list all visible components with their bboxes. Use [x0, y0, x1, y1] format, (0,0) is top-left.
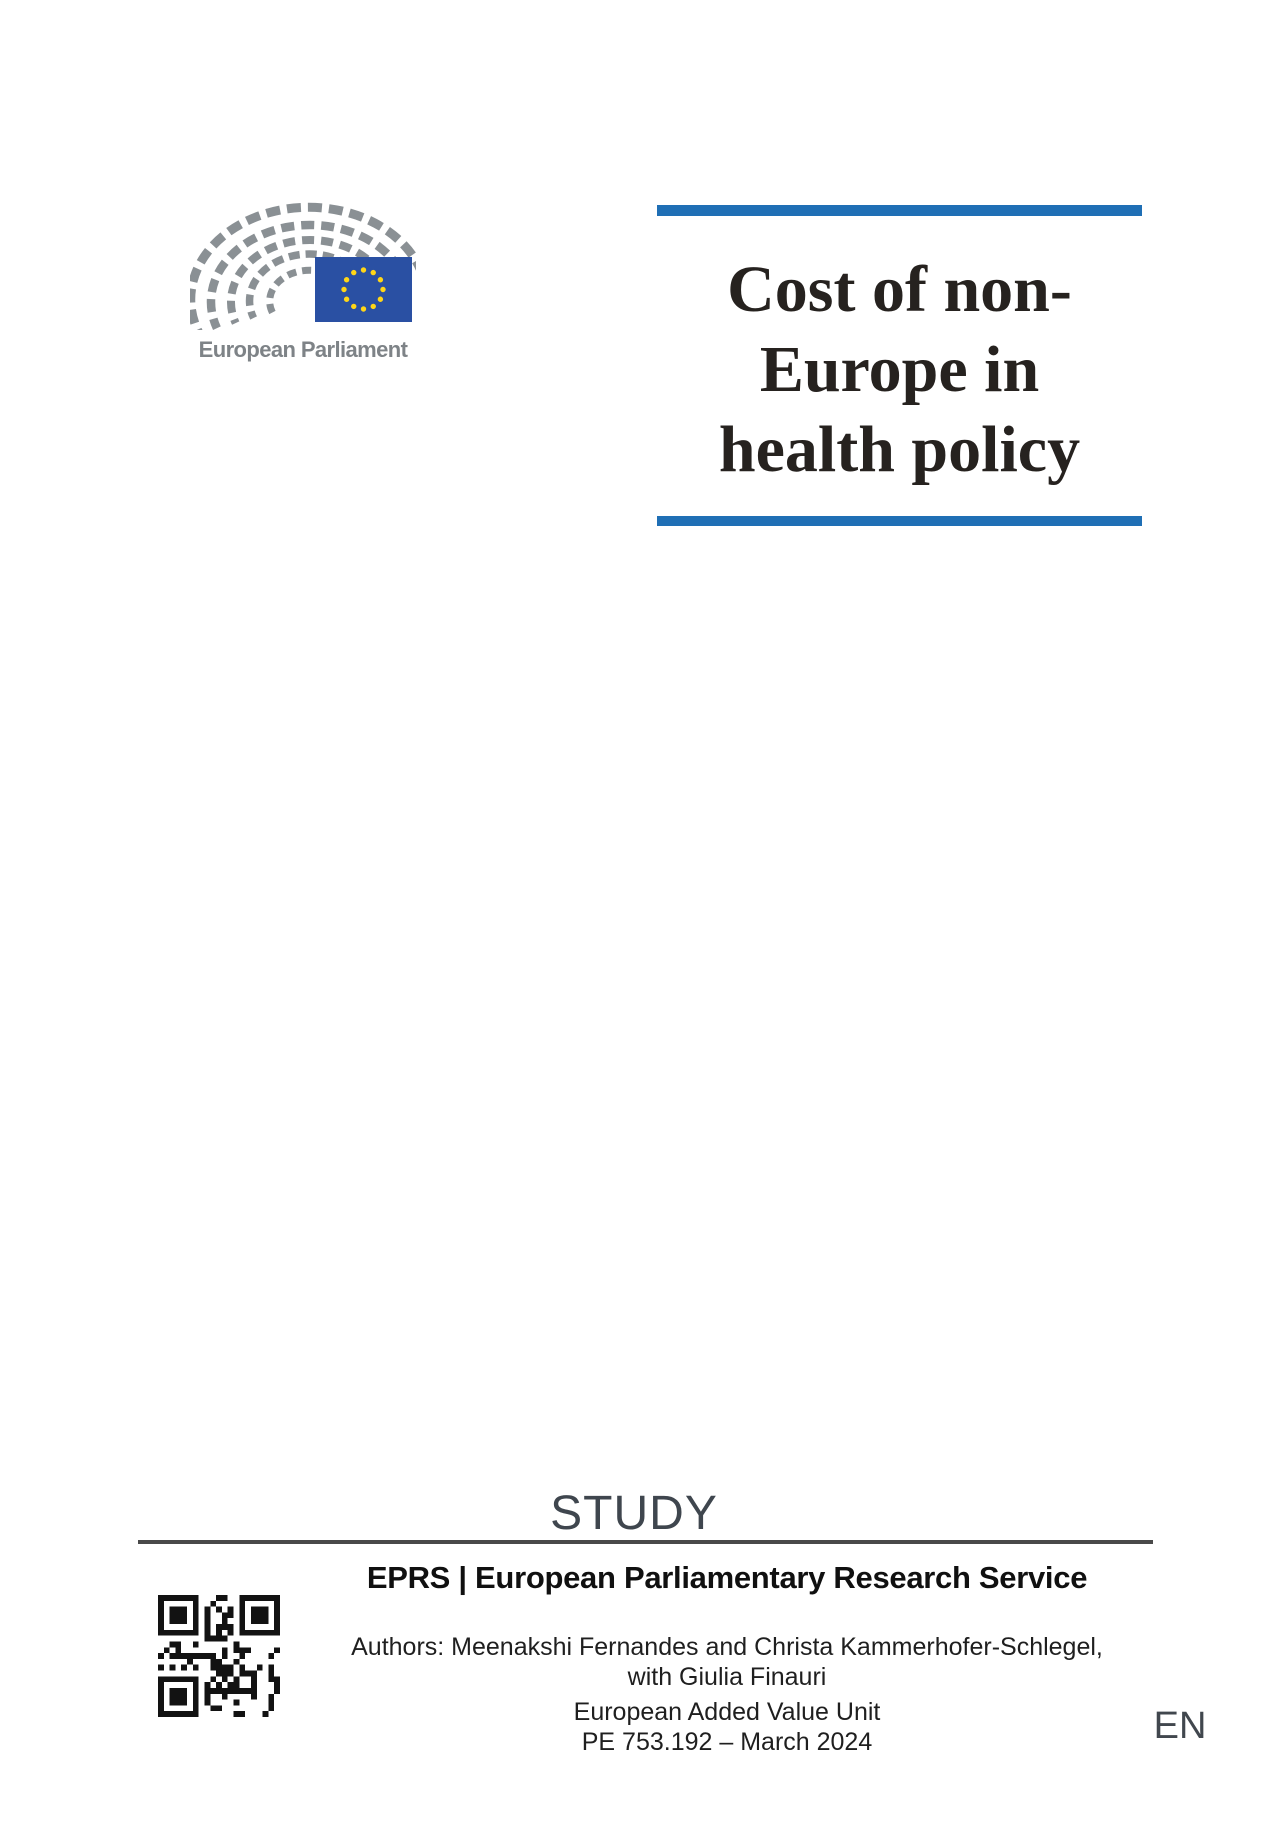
footer-block [172, 1560, 1282, 1757]
unit-name: European Added Value Unit [573, 1698, 881, 1726]
document-type-label: STUDY [550, 1487, 718, 1540]
footer-divider [138, 1540, 1153, 1544]
qr-code-icon [158, 1595, 280, 1717]
logo-wordmark: European Parliament [198, 337, 408, 362]
title-block [657, 205, 1142, 526]
title-line-2: Europe in [759, 333, 1040, 406]
european-parliament-logo [190, 200, 416, 363]
authors-line-2: with Giulia Finauri [627, 1663, 827, 1691]
eu-flag-icon [315, 257, 412, 322]
language-badge: EN [1153, 1705, 1207, 1747]
eprs-service-name: EPRS | European Parliamentary Research Service [366, 1560, 1088, 1595]
document-title [657, 250, 1142, 490]
hemicycle-icon [190, 200, 416, 330]
title-line-1: Cost of non- [727, 253, 1072, 326]
title-rule-top [657, 205, 1142, 216]
authors-line-1: Authors: Meenakshi Fernandes and Christa Kammerhofer-Schlegel, [351, 1633, 1103, 1661]
title-line-3: health policy [718, 413, 1081, 486]
title-rule-bottom [657, 516, 1142, 526]
document-reference: PE 753.192 – March 2024 [581, 1728, 873, 1756]
